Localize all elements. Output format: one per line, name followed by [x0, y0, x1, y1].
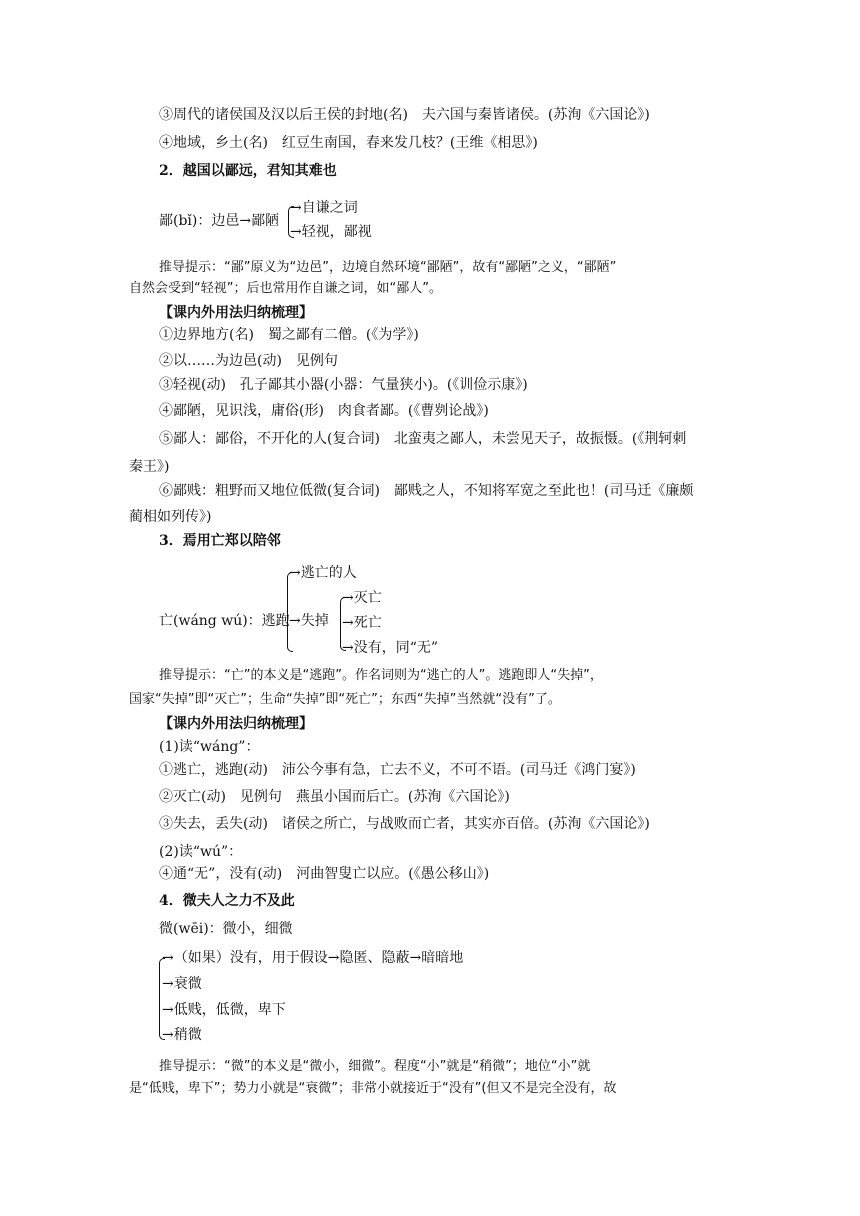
text-line: (1)读“wáng”： [159, 739, 260, 755]
hint-text: 推导提示：“鄙”原义为“边邑”，边境自然环境“鄙陋”，故有“鄙陋”之义，“鄙陋” [159, 260, 617, 275]
text-line: ④地域，乡土(名) 红豆生南国，春来发几枝？(王维《相思》) [159, 135, 538, 151]
section-heading: 3．焉用亡郑以陪邻 [159, 533, 281, 549]
text-line: ②以……为边邑(动) 见例句 [159, 353, 338, 369]
text-line: (2)读“wú”： [159, 844, 243, 860]
text-line: 秦王》) [129, 459, 170, 475]
derivation-branch: →自谦之词 [290, 200, 358, 216]
summary-heading: 【课内外用法归纳梳理】 [159, 716, 313, 732]
section-heading: 4．微夫人之力不及此 [159, 893, 295, 909]
derivation-branch: →低贱，低微，卑下 [162, 1002, 286, 1018]
text-line: ④鄙陋，见识浅，庸俗(形) 肉食者鄙。(《曹刿论战》) [159, 403, 489, 419]
section-heading: 2．越国以鄙远，君知其难也 [159, 163, 337, 179]
summary-heading: 【课内外用法归纳梳理】 [159, 305, 313, 321]
derivation-branch: →（如果）没有，用于假设→隐匿、隐蔽→暗暗地 [162, 950, 464, 966]
text-line: ③周代的诸侯国及汉以后王侯的封地(名) 夫六国与秦皆诸侯。(苏洵《六国论》) [159, 107, 650, 123]
hint-text: 推导提示：“微”的本义是“微小，细微”。程度“小”就是“稍微”；地位“小”就 [159, 1059, 591, 1074]
derivation-branch: →失掉 [289, 613, 329, 629]
hint-text: 国家“失掉”即“灭亡”；生命“失掉”即“死亡”；东西“失掉”当然就“没有”了。 [129, 692, 561, 707]
derivation-branch: →灭亡 [342, 590, 382, 606]
text-line: ⑥鄙贱：粗野而又地位低微(复合词) 鄙贱之人，不知将军宽之至此也！(司马迁《廉颇 [159, 483, 694, 499]
derivation-root: 亡(wáng wú)：逃跑 [159, 613, 290, 629]
derivation-root: 微(wēi)：微小，细微 [159, 921, 293, 937]
text-line: ①边界地方(名) 蜀之鄙有二僧。(《为学》) [159, 327, 419, 343]
text-line: ③轻视(动) 孔子鄙其小器(小器：气量狭小)。(《训俭示康》) [159, 377, 528, 393]
hint-text: 自然会受到“轻视”；后也常用作自谦之词，如“鄙人”。 [129, 281, 442, 296]
derivation-root: 鄙(bǐ)：边邑→鄙陋 [159, 213, 280, 229]
derivation-branch: →衰微 [162, 976, 202, 992]
derivation-branch: →逃亡的人 [289, 565, 357, 581]
text-line: ②灭亡(动) 见例句 燕虽小国而后亡。(苏洵《六国论》) [159, 789, 510, 805]
text-line: ③失去，丢失(动) 诸侯之所亡，与战败而亡者，其实亦百倍。(苏洵《六国论》) [159, 816, 650, 832]
hint-text: 推导提示：“亡”的本义是“逃跑”。作名词则为“逃亡的人”。逃跑即人“失掉”， [159, 668, 603, 683]
hint-text: 是“低贱，卑下”；势力小就是“衰微”；非常小就接近于“没有”(但又不是完全没有，故 [129, 1081, 617, 1096]
derivation-branch: →死亡 [342, 615, 382, 631]
text-line: ⑤鄙人：鄙俗，不开化的人(复合词) 北蛮夷之鄙人，未尝见天子，故振慑。(《荆轲刺 [159, 431, 687, 447]
derivation-branch: →轻视，鄙视 [290, 224, 372, 240]
derivation-branch: →没有，同“无” [342, 640, 439, 656]
derivation-branch: →稍微 [162, 1027, 202, 1043]
text-line: ④通“无”，没有(动) 河曲智叟亡以应。(《愚公移山》) [159, 866, 490, 882]
text-line: 蔺相如列传》) [129, 509, 212, 525]
text-line: ①逃亡，逃跑(动) 沛公今事有急，亡去不义，不可不语。(司马迁《鸿门宴》) [159, 762, 636, 778]
